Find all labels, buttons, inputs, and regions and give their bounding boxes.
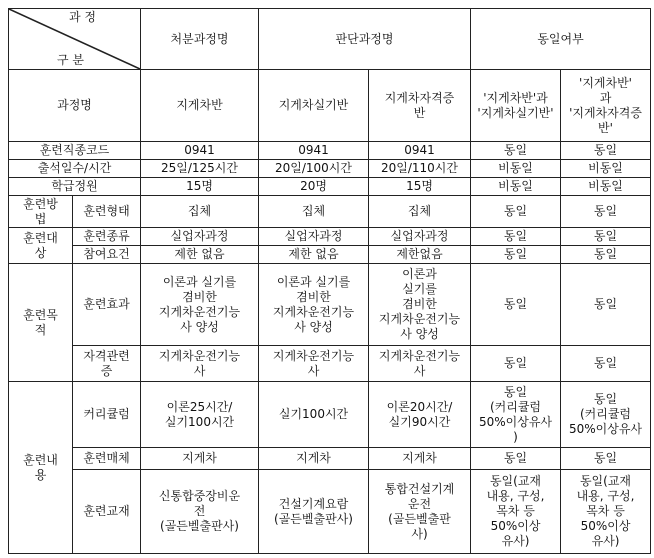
cell-judge1: 이론과 실기를 겸비한 지게차운전기능 사 양성 bbox=[259, 264, 369, 346]
cell-judge1: 0941 bbox=[259, 142, 369, 160]
cell-same2: 비동일 bbox=[561, 160, 651, 178]
cell-same1: 동일 bbox=[471, 196, 561, 228]
cell-judge1: 20일/100시간 bbox=[259, 160, 369, 178]
cell-disposal: 제한 없음 bbox=[141, 246, 259, 264]
cell-same1: 동일 bbox=[471, 246, 561, 264]
table-row bbox=[9, 160, 651, 178]
row-label: 훈련직종코드 bbox=[9, 142, 141, 160]
cell-same1: '지게차반'과 '지게차실기반' bbox=[471, 70, 561, 142]
cell-disposal: 신통합중장비운 전 (골든벨출판사) bbox=[141, 470, 259, 554]
cell-same2: 동일 bbox=[561, 196, 651, 228]
table-row bbox=[9, 382, 651, 448]
cell-judge2: 실업자과정 bbox=[369, 228, 471, 246]
cell-same1: 동일 bbox=[471, 346, 561, 382]
cell-judge1: 건설기계요람 (골든벨출판사) bbox=[259, 470, 369, 554]
cell-judge1: 집체 bbox=[259, 196, 369, 228]
cell-judge1: 지게차운전기능 사 bbox=[259, 346, 369, 382]
cell-same2: '지게차반' 과 '지게차자격증 반' bbox=[561, 70, 651, 142]
row-label: 출석일수/시간 bbox=[9, 160, 141, 178]
cell-judge2: 집체 bbox=[369, 196, 471, 228]
cell-same1: 동일 bbox=[471, 264, 561, 346]
cell-judge2: 15명 bbox=[369, 178, 471, 196]
row-label: 과정명 bbox=[9, 70, 141, 142]
cell-judge1: 지게차실기반 bbox=[259, 70, 369, 142]
group-label-method: 훈련방 법 bbox=[9, 196, 73, 228]
same-status-header: 동일여부 bbox=[471, 9, 651, 70]
cell-judge2: 20일/110시간 bbox=[369, 160, 471, 178]
cell-same1: 동일(교재 내용, 구성, 목차 등 50%이상 유사) bbox=[471, 470, 561, 554]
corner-header-cell bbox=[9, 9, 141, 70]
cell-judge1: 제한 없음 bbox=[259, 246, 369, 264]
sub-label: 훈련종류 bbox=[73, 228, 141, 246]
cell-same1: 동일 (커리큘럼 50%이상유사 ) bbox=[471, 382, 561, 448]
table-row bbox=[9, 470, 651, 554]
table-row bbox=[9, 448, 651, 470]
row-label: 학급정원 bbox=[9, 178, 141, 196]
course-name-row bbox=[9, 70, 651, 142]
cell-same1: 동일 bbox=[471, 142, 561, 160]
cell-same2: 동일(교재 내용, 구성, 목차 등 50%이상 유사) bbox=[561, 470, 651, 554]
cell-same1: 비동일 bbox=[471, 178, 561, 196]
cell-same2: 동일 (커리큘럼 50%이상유사 bbox=[561, 382, 651, 448]
cell-same2: 동일 bbox=[561, 448, 651, 470]
cell-judge2: 지게차자격증 반 bbox=[369, 70, 471, 142]
table-row bbox=[9, 264, 651, 346]
cell-judge1: 실업자과정 bbox=[259, 228, 369, 246]
sub-label: 훈련형태 bbox=[73, 196, 141, 228]
table-row bbox=[9, 228, 651, 246]
cell-disposal: 지게차반 bbox=[141, 70, 259, 142]
cell-same2: 동일 bbox=[561, 142, 651, 160]
cell-judge1: 20명 bbox=[259, 178, 369, 196]
cell-same1: 동일 bbox=[471, 448, 561, 470]
disposal-course-header: 처분과정명 bbox=[141, 9, 259, 70]
table-row bbox=[9, 178, 651, 196]
cell-disposal: 25일/125시간 bbox=[141, 160, 259, 178]
table-row bbox=[9, 142, 651, 160]
group-label-content: 훈련내 용 bbox=[9, 382, 73, 554]
cell-same1: 비동일 bbox=[471, 160, 561, 178]
sub-label: 커리큘럼 bbox=[73, 382, 141, 448]
cell-disposal: 15명 bbox=[141, 178, 259, 196]
sub-label: 참여요건 bbox=[73, 246, 141, 264]
cell-judge2: 지게차 bbox=[369, 448, 471, 470]
sub-label: 훈련교재 bbox=[73, 470, 141, 554]
cell-disposal: 집체 bbox=[141, 196, 259, 228]
corner-bottom-label: 구 분 bbox=[57, 53, 84, 67]
table-row bbox=[9, 246, 651, 264]
cell-same2: 동일 bbox=[561, 228, 651, 246]
sub-label: 자격관련 증 bbox=[73, 346, 141, 382]
cell-judge2: 이론20시간/ 실기90시간 bbox=[369, 382, 471, 448]
sub-label: 훈련매체 bbox=[73, 448, 141, 470]
cell-judge2: 0941 bbox=[369, 142, 471, 160]
cell-same2: 동일 bbox=[561, 264, 651, 346]
table-row bbox=[9, 346, 651, 382]
cell-judge2: 통합건설기계 운전 (골든벨출판 사) bbox=[369, 470, 471, 554]
cell-same1: 동일 bbox=[471, 228, 561, 246]
cell-disposal: 지게차운전기능 사 bbox=[141, 346, 259, 382]
cell-same2: 동일 bbox=[561, 246, 651, 264]
cell-disposal: 0941 bbox=[141, 142, 259, 160]
cell-disposal: 실업자과정 bbox=[141, 228, 259, 246]
cell-disposal: 지게차 bbox=[141, 448, 259, 470]
cell-judge2: 지게차운전기능 사 bbox=[369, 346, 471, 382]
cell-judge2: 제한없음 bbox=[369, 246, 471, 264]
cell-disposal: 이론25시간/ 실기100시간 bbox=[141, 382, 259, 448]
comparison-table bbox=[8, 8, 651, 554]
cell-judge1: 지게차 bbox=[259, 448, 369, 470]
cell-judge1: 실기100시간 bbox=[259, 382, 369, 448]
header-row bbox=[9, 9, 651, 70]
sub-label: 훈련효과 bbox=[73, 264, 141, 346]
cell-judge2: 이론과 실기를 겸비한 지게차운전기능 사 양성 bbox=[369, 264, 471, 346]
table-row bbox=[9, 196, 651, 228]
group-label-purpose: 훈련목 적 bbox=[9, 264, 73, 382]
group-label-target: 훈련대 상 bbox=[9, 228, 73, 264]
cell-disposal: 이론과 실기를 겸비한 지게차운전기능 사 양성 bbox=[141, 264, 259, 346]
cell-same2: 동일 bbox=[561, 346, 651, 382]
corner-top-label: 과 정 bbox=[69, 10, 96, 24]
judgment-course-header: 판단과정명 bbox=[259, 9, 471, 70]
cell-same2: 비동일 bbox=[561, 178, 651, 196]
